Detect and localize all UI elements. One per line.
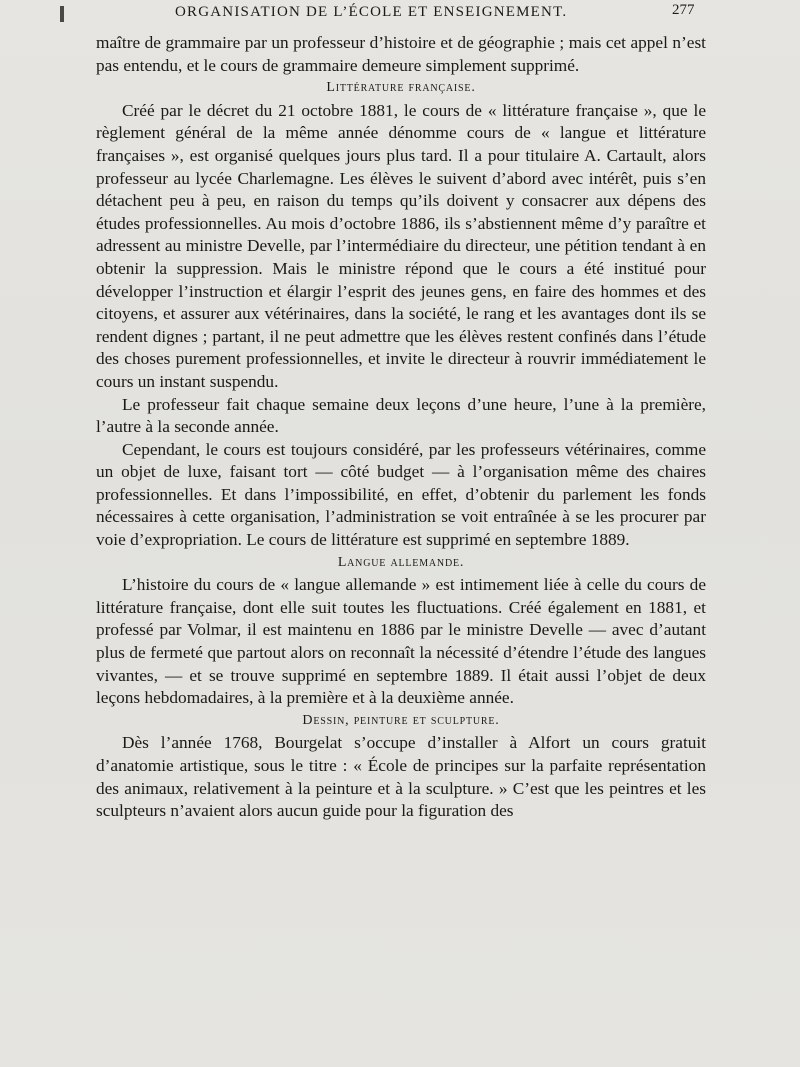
running-head: ORGANISATION DE L’ÉCOLE ET ENSEIGNEMENT.	[175, 4, 568, 20]
paragraph: Dès l’année 1768, Bourgelat s’occupe d’installer à Alfort un cours gratuit d’anatomie artistique, sous le titre : « École de principes sur la parfaite représentation des animaux, relativement à la peinture et à la sculpture. » C’est que les peintres et les sculpteurs n’avaient alors aucun guide pour la figuration des	[96, 733, 706, 821]
section-heading-allemande: Langue allemande.	[337, 554, 465, 570]
body-text	[96, 32, 706, 823]
paragraph: L’histoire du cours de « langue allemande » est intimement liée à celle du cours de littérature française, dont elle suit toutes les fluctuations. Créé également en 1881, et professé par Volmar, il est maintenu en 1886 par le ministre Develle — avec d’autant plus de fermeté que partout alors on reconnaît la nécessité d’étendre l’étude des langues vivantes, — et se trouve supprimé en septembre 1889. Il était aussi l’objet de deux leçons hebdomadaires, à la première et à la deuxième année.	[96, 575, 706, 708]
intro-paragraph: maître de grammaire par un professeur d’histoire et de géographie ; mais cet appel n’est pas entendu, et le cours de grammaire demeure simplement supprimé.	[96, 33, 706, 75]
paragraph: Le professeur fait chaque semaine deux leçons d’une heure, l’une à la première, l’autre à la seconde année.	[96, 394, 706, 437]
section-heading-dessin: Dessin, peinture et sculpture.	[302, 712, 500, 728]
paragraph: Cependant, le cours est toujours considéré, par les professeurs vétérinaires, comme un objet de luxe, faisant tort — côté budget — à l’organisation même des chaires professionnelles. Et dans l’impossibilité, en effet, d’obtenir du parlement les fonds nécessaires à cette organisation, l’administration se voit entraînée à se les procurer par voie d’expropriation. Le cours de littérature est supprimé en septembre 1889.	[96, 439, 706, 550]
section-heading-litterature: Littérature française.	[326, 80, 476, 96]
paragraph: Créé par le décret du 21 octobre 1881, le cours de « littérature française », que le règlement général de la même année dénomme cours de « langue et littérature françaises », est organisé quelques jours plus tard. Il a pour titulaire A. Cartault, alors professeur au lycée Charlemagne. Les élèves le suivent d’abord avec intérêt, puis s’en détachent peu à peu, en raison du temps qu’ils doivent y consacrer aux dépens des études professionnelles. Au mois d’octobre 1886, ils s’abstiennent même d’y paraître et adressent au ministre Develle, par l’intermédiaire du directeur, une pétition tendant à en obtenir la suppression. Mais le ministre répond que le cours a été institué pour développer l’instruction et élargir l’esprit des jeunes gens, en faire des hommes et des citoyens, et assurer aux vétérinaires, dans la société, le rang et les avantages dont ils se rendent dignes ; partant, il ne peut admettre que les élèves restent confinés dans l’étude des choses purement professionnelles, et invite le directeur à rouvrir immédiatement le cours un instant suspendu.	[96, 100, 706, 391]
margin-mark	[60, 6, 64, 22]
page-number: 277	[672, 2, 695, 18]
